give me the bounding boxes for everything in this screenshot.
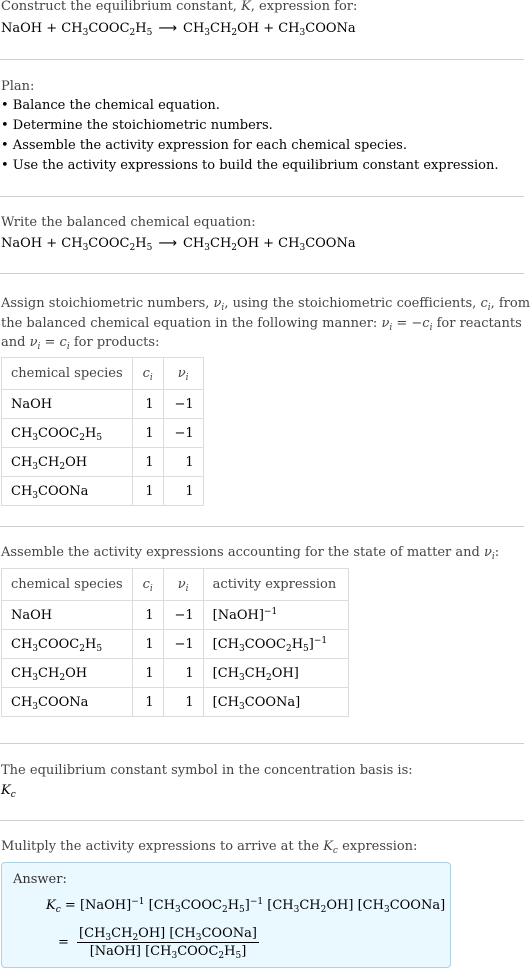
c-cell: 1 (132, 419, 163, 448)
reaction-arrow: ⟶ (158, 21, 177, 36)
plan-step: • Balance the chemical equation. (1, 98, 220, 113)
sub-c: c (55, 905, 61, 915)
table-row (2, 477, 204, 506)
k-symbol: K (1, 783, 11, 798)
reactant-2: $CH_3COOC_2H_5$ (61, 21, 153, 38)
exponent: −1 (131, 897, 145, 907)
column-header (132, 569, 163, 601)
nu-cell: −1 (163, 630, 203, 659)
nu-symbol: ν (213, 296, 222, 311)
answer-expression: $K_c$ = [NaOH]$^{-1}$ $[CH_3COOC_2H_5]^{-1}$ $[CH_3CH_2OH]$ $[CH_3COONa]$ (46, 897, 446, 915)
nu-symbol: ν (483, 545, 492, 560)
divider (0, 743, 524, 744)
c-symbol: c (422, 316, 430, 331)
plan-step: • Use the activity expressions to build the equilibrium constant expression. (1, 158, 499, 173)
species-cell: $CH_3COONa$ (2, 477, 133, 506)
table-header-row (2, 569, 349, 601)
intro-line (1, 0, 357, 16)
symbol-heading: The equilibrium constant symbol in the concentration basis is: (1, 763, 413, 778)
nu-cell: 1 (163, 688, 203, 717)
stoich-text: , using the stoichiometric coefficients, (224, 296, 481, 311)
product-2: $CH_3COONa$ (278, 21, 356, 38)
sub-i: i (66, 342, 70, 352)
exponent: −1 (263, 606, 278, 617)
intro-text-after: , expression for: (250, 0, 358, 14)
sub-c: c (10, 790, 16, 800)
equals-sign: = (58, 935, 69, 950)
answer-fraction (58, 926, 259, 959)
stoich-text: for reactants (432, 316, 522, 331)
nu-cell: 1 (163, 659, 203, 688)
balanced-heading: Write the balanced chemical equation: (1, 215, 256, 230)
table-row (2, 688, 349, 717)
stoich-text: Assign stoichiometric numbers, (1, 296, 214, 311)
activity-cell: $[CH_3COONa]$ (203, 688, 348, 717)
stoich-text: and (1, 335, 30, 350)
exponent: −1 (249, 897, 264, 907)
species-cell: NaOH (2, 601, 133, 630)
divider (0, 59, 524, 60)
intro-text: Construct the equilibrium constant, (1, 0, 242, 14)
balanced-equation: NaOH + $CH_3COOC_2H_5$ ⟶ $CH_3CH_2OH$ + $CH_3COONa$ (1, 236, 356, 253)
c-cell: 1 (132, 477, 163, 506)
species-cell: $CH_3COONa$ (2, 688, 133, 717)
c-cell: 1 (132, 390, 163, 419)
table-row (2, 448, 204, 477)
activity-text: : (494, 545, 500, 560)
sub-i: i (185, 584, 189, 594)
answer-label: Answer: (13, 872, 67, 887)
activity-cell: $[CH_3CH_2OH]$ (203, 659, 348, 688)
nu-symbol: ν (177, 366, 186, 381)
species-cell: $CH_3CH_2OH$ (2, 659, 133, 688)
nu-cell: −1 (163, 390, 203, 419)
activity-cell: $[CH_3COOC_2H_5]^{-1}$ (203, 630, 348, 659)
column-header (163, 569, 203, 601)
table-row (2, 390, 204, 419)
activity-expr: [NaOH] (212, 607, 264, 623)
nu-symbol: ν (381, 316, 390, 331)
k-symbol: K (46, 898, 56, 913)
stoich-line-3 (1, 334, 159, 352)
exponent: −1 (313, 635, 328, 646)
reaction-equation: NaOH + $CH_3COOC_2H_5$ ⟶ $CH_3CH_2OH$ + $CH_3COONa$ (1, 21, 356, 38)
sub-i: i (429, 323, 433, 333)
multiply-text: Mulitply the activity expressions to arrive at the (1, 839, 324, 854)
activity-heading (1, 544, 499, 562)
table-row (2, 630, 349, 659)
plan-step: • Determine the stoichiometric numbers. (1, 118, 273, 133)
plan-step: • Assemble the activity expression for each chemical species. (1, 138, 407, 153)
species-cell: $CH_3COOC_2H_5$ (2, 419, 133, 448)
divider (0, 526, 524, 527)
sub-i: i (37, 342, 41, 352)
c-cell: 1 (132, 630, 163, 659)
sub-i: i (221, 303, 225, 313)
fraction (77, 926, 259, 959)
reaction-arrow: ⟶ (158, 236, 177, 251)
nu-cell: −1 (163, 419, 203, 448)
table-header-row (2, 358, 204, 390)
sub-c: c (332, 846, 338, 856)
c-symbol: c (480, 296, 488, 311)
c-symbol: c (59, 335, 67, 350)
column-header: chemical species (2, 358, 133, 390)
column-header (163, 358, 203, 390)
divider (0, 273, 524, 274)
sub-i: i (491, 552, 495, 562)
fraction-numerator: $[CH_3CH_2OH]$ $[CH_3COONa]$ (79, 926, 257, 943)
product-1: $CH_3CH_2OH$ (183, 21, 260, 38)
multiply-text: expression: (337, 839, 418, 854)
equals-sign: = (64, 898, 76, 913)
table-row (2, 659, 349, 688)
activity-table (1, 568, 349, 717)
sub-i: i (185, 373, 189, 383)
sub-i: i (149, 584, 153, 594)
nu-cell: 1 (163, 448, 203, 477)
fraction-denominator: [NaOH] $[CH_3COOC_2H_5]$ (89, 944, 247, 961)
species-cell: $CH_3COOC_2H_5$ (2, 630, 133, 659)
kc-symbol (1, 782, 16, 800)
k-symbol: K (323, 839, 333, 854)
answer-box (1, 862, 451, 968)
stoich-line-2 (1, 315, 522, 333)
c-symbol: c (142, 577, 150, 592)
sub-i: i (389, 323, 393, 333)
stoich-text: = (40, 335, 60, 350)
nu-cell: 1 (163, 477, 203, 506)
plan-heading: Plan: (1, 79, 35, 94)
activity-cell (203, 601, 348, 630)
k-symbol: K (241, 0, 251, 14)
multiply-heading (1, 838, 417, 856)
c-cell: 1 (132, 659, 163, 688)
species-cell: $CH_3CH_2OH$ (2, 448, 133, 477)
stoich-table (1, 357, 204, 506)
stoich-line-1 (1, 295, 530, 313)
c-cell: 1 (132, 448, 163, 477)
c-symbol: c (142, 366, 150, 381)
column-header: activity expression (203, 569, 348, 601)
nu-symbol: ν (29, 335, 38, 350)
sub-i: i (149, 373, 153, 383)
table-row (2, 419, 204, 448)
divider (0, 820, 524, 821)
stoich-text: for products: (69, 335, 160, 350)
sub-i: i (487, 303, 491, 313)
c-cell: 1 (132, 601, 163, 630)
column-header (132, 358, 163, 390)
stoich-text: = − (392, 316, 423, 331)
table-row (2, 601, 349, 630)
column-header: chemical species (2, 569, 133, 601)
stoich-text: , from (490, 296, 530, 311)
c-cell: 1 (132, 688, 163, 717)
species-cell: NaOH (2, 390, 133, 419)
stoich-text: the balanced chemical equation in the following manner: (1, 316, 382, 331)
activity-text: Assemble the activity expressions accounting for the state of matter and (1, 545, 484, 560)
reactant-1: NaOH (1, 21, 43, 36)
nu-cell: −1 (163, 601, 203, 630)
nu-symbol: ν (177, 577, 186, 592)
divider (0, 196, 524, 197)
